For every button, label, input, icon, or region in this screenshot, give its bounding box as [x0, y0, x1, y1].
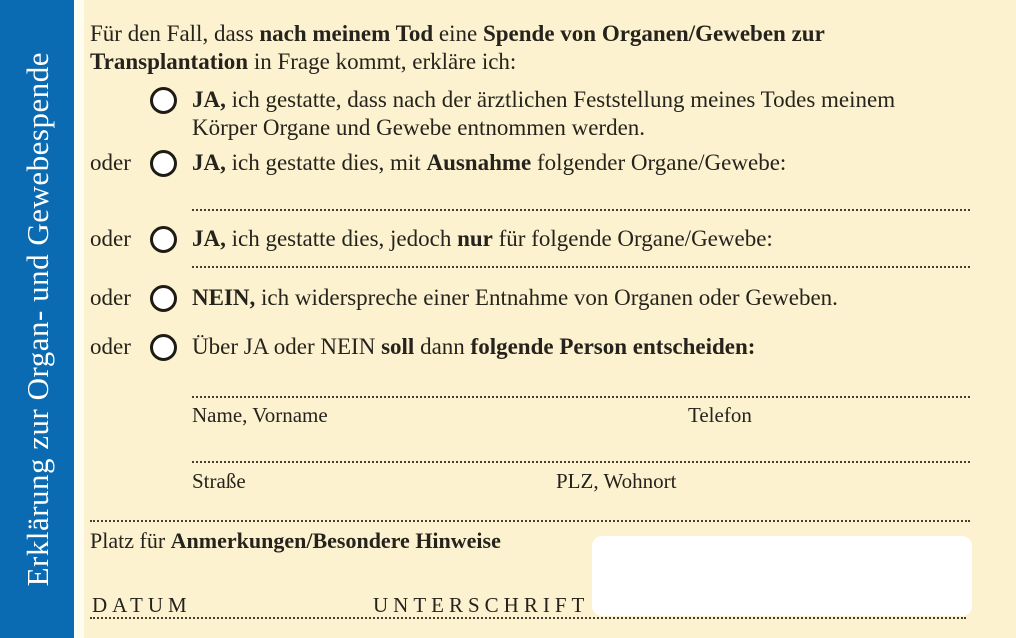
radio-delegate[interactable]	[150, 334, 177, 361]
phone-label: Telefon	[688, 403, 752, 427]
option-delegate-label: Über JA oder NEIN soll dann folgende Person entscheiden:	[192, 334, 756, 359]
radio-yes-all[interactable]	[150, 87, 177, 114]
intro-text: Für den Fall, dass nach meinem Tod eine Spende von Organen/Geweben zur Transplantation in Frage kommt, erkläre ich:	[90, 21, 825, 74]
signature-label: UNTERSCHRIFT	[373, 593, 590, 617]
option-yes-only-label: JA, ich gestatte dies, jedoch nur für folgende Organe/Gewebe:	[192, 226, 773, 251]
oder-label: oder	[90, 285, 131, 310]
sidebar-title: Erklärung zur Organ- und Gewebespende	[19, 51, 55, 587]
oder-label: oder	[90, 226, 131, 251]
street-label: Straße	[192, 469, 246, 493]
option-row-no	[90, 284, 838, 312]
radio-no[interactable]	[150, 285, 177, 312]
option-yes-exception-label: JA, ich gestatte dies, mit Ausnahme folgender Organe/Gewebe:	[192, 150, 787, 175]
radio-yes-only[interactable]	[150, 226, 177, 253]
street-city-input-line[interactable]	[192, 461, 970, 463]
option-row-yes-exception	[90, 149, 786, 177]
declaration-panel	[84, 0, 1016, 638]
option-row-yes-all	[90, 86, 964, 142]
name-label: Name, Vorname	[192, 403, 328, 427]
radio-yes-exception[interactable]	[150, 150, 177, 177]
option-yes-all-label: JA, ich gestatte, dass nach der ärztlichen Feststellung meines Todes meinem Körper Organe und Gewebe entnommen werden.	[192, 87, 896, 140]
option-row-delegate	[90, 333, 755, 361]
sidebar	[0, 0, 74, 638]
sidebar-divider	[74, 0, 84, 638]
only-organs-input-line[interactable]	[192, 266, 970, 268]
option-row-yes-only	[90, 225, 773, 253]
name-phone-input-line[interactable]	[192, 396, 970, 398]
option-no-label: NEIN, ich widerspreche einer Entnahme von Organen oder Geweben.	[192, 285, 838, 310]
exception-organs-input-line[interactable]	[192, 209, 970, 211]
oder-label: oder	[90, 334, 131, 359]
signature-box[interactable]	[592, 536, 972, 616]
notes-label: Platz für Anmerkungen/Besondere Hinweise	[90, 528, 501, 553]
oder-label: oder	[90, 150, 131, 175]
date-label: DATUM	[92, 593, 192, 617]
city-label: PLZ, Wohnort	[556, 469, 677, 493]
date-signature-input-line[interactable]	[90, 617, 966, 619]
notes-section-divider	[90, 520, 970, 522]
